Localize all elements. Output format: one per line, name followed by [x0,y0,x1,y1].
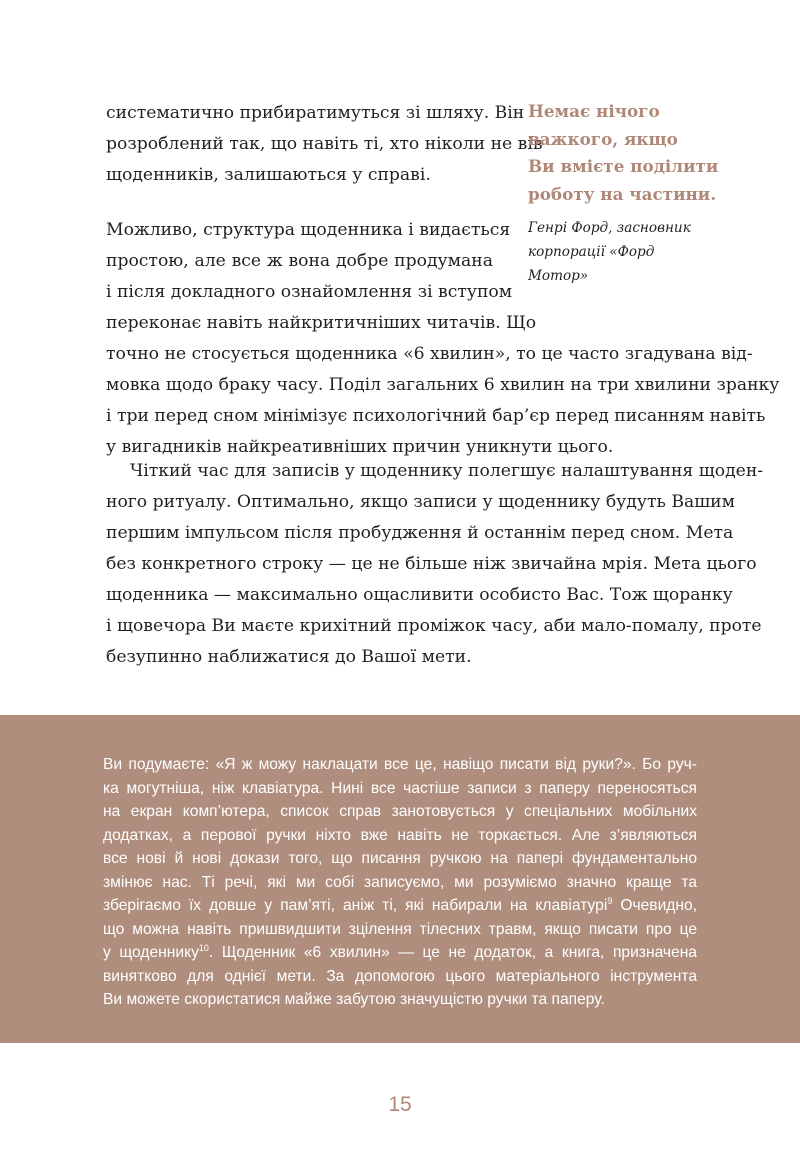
quote-line: роботу на частини. [528,183,717,204]
text-line: і щовечора Ви маєте крихітний проміжок часу, аби мало-помалу, проте [106,616,762,636]
quote-line: Немає нічого [528,101,660,121]
callout-line-part: у щоденнику [103,944,199,961]
callout-line [103,941,697,965]
text-line: систематично прибиратимуться зі шляху. Він [106,103,525,123]
callout-line: Ви подумаєте: «Я ж можу наклацати все це, навіщо писати від руки?». Бо руч- [103,756,697,773]
callout-line: винятково для однієї мети. За допомогою цього матеріального інструмента [103,967,697,985]
callout-line-part: . Щоденник «6 хвилин» — це не додаток, а книга, призначена [208,944,697,961]
text-line: щоденника — максимально ощасливити особисто Вас. Тож щоранку [106,585,733,605]
text-line: розроблений так, що навіть ті, хто ніколи не вів [106,134,543,154]
quote-line: Ви вмієте поділити [528,156,719,176]
footnote-ref: 9 [607,895,613,906]
text-line: безупинно наближатися до Вашої мети. [106,647,472,667]
text-line: і після докладного ознайомлення зі вступом [106,282,513,302]
text-line: без конкретного строку — це не більше ніж звичайна мрія. Мета цього [106,554,757,574]
text-line: мовка щодо браку часу. Поділ загальних 6 хвилин на три хвилини зранку [106,375,780,395]
text-line: точно не стосується щоденника «6 хвилин», то це часто згадувана від- [106,344,753,364]
callout-line: все нові й нові докази того, що писання ручкою на папері фундаментально [103,850,697,867]
text-line: Чіткий час для записів у щоденнику полегшує налаштування щоден- [130,461,764,481]
quote-attribution [528,216,748,288]
text-line: щоденників, залишаються у справі. [106,165,431,185]
text-line: першим імпульсом після пробудження й останнім перед сном. Мета [106,523,734,543]
text-line: простою, але все ж вона добре продумана [106,251,493,271]
callout-line: змінює нас. Ті речі, які ми собі записуємо, ми розуміємо значно краще та [103,873,697,891]
callout-line: на екран комп’ютера, список справ занотовується у спеціальних мобільних [103,803,697,820]
text-line: у вигадників найкреативніших причин уникнути цього. [106,437,614,457]
quote-line: важкого, якщо [528,128,678,149]
sidebar-quote [528,98,748,208]
callout-line: що можна навіть пришвидшити зцілення тілесних травм, якщо писати про це [103,920,697,938]
callout-line: Ви можете скористатися майже забутою значущістю ручки та паперу. [103,991,605,1008]
callout-line [103,894,697,918]
attribution-line: Генрі Форд, засновник [528,220,691,236]
attribution-line: корпорації «Форд [528,244,655,260]
page-number: 15 [388,1093,412,1116]
footnote-ref: 10 [198,942,209,953]
text-line: ного ритуалу. Оптимально, якщо записи у щоденнику будуть Вашим [106,492,735,512]
callout-line-part: Очевидно, [612,897,698,914]
callout-line: додатках, а перової ручки ніхто вже навіть не торкається. Але з’являються [103,826,697,844]
text-line: переконає навіть найкритичніших читачів. Що [106,313,537,333]
callout-line: ка могутніша, ніж клавіатура. Нині все частіше записи з паперу переносяться [103,779,697,797]
attribution-line: Мотор» [528,268,589,284]
text-line: і три перед сном мінімізує психологічний бар’єр перед писанням навіть [106,406,766,426]
text-line: Можливо, структура щоденника і видається [106,220,511,240]
callout-line-part: зберігаємо їх довше у пам’яті, аніж ті, які набирали на клавіатурі [103,897,608,914]
callout-box [0,715,800,1043]
